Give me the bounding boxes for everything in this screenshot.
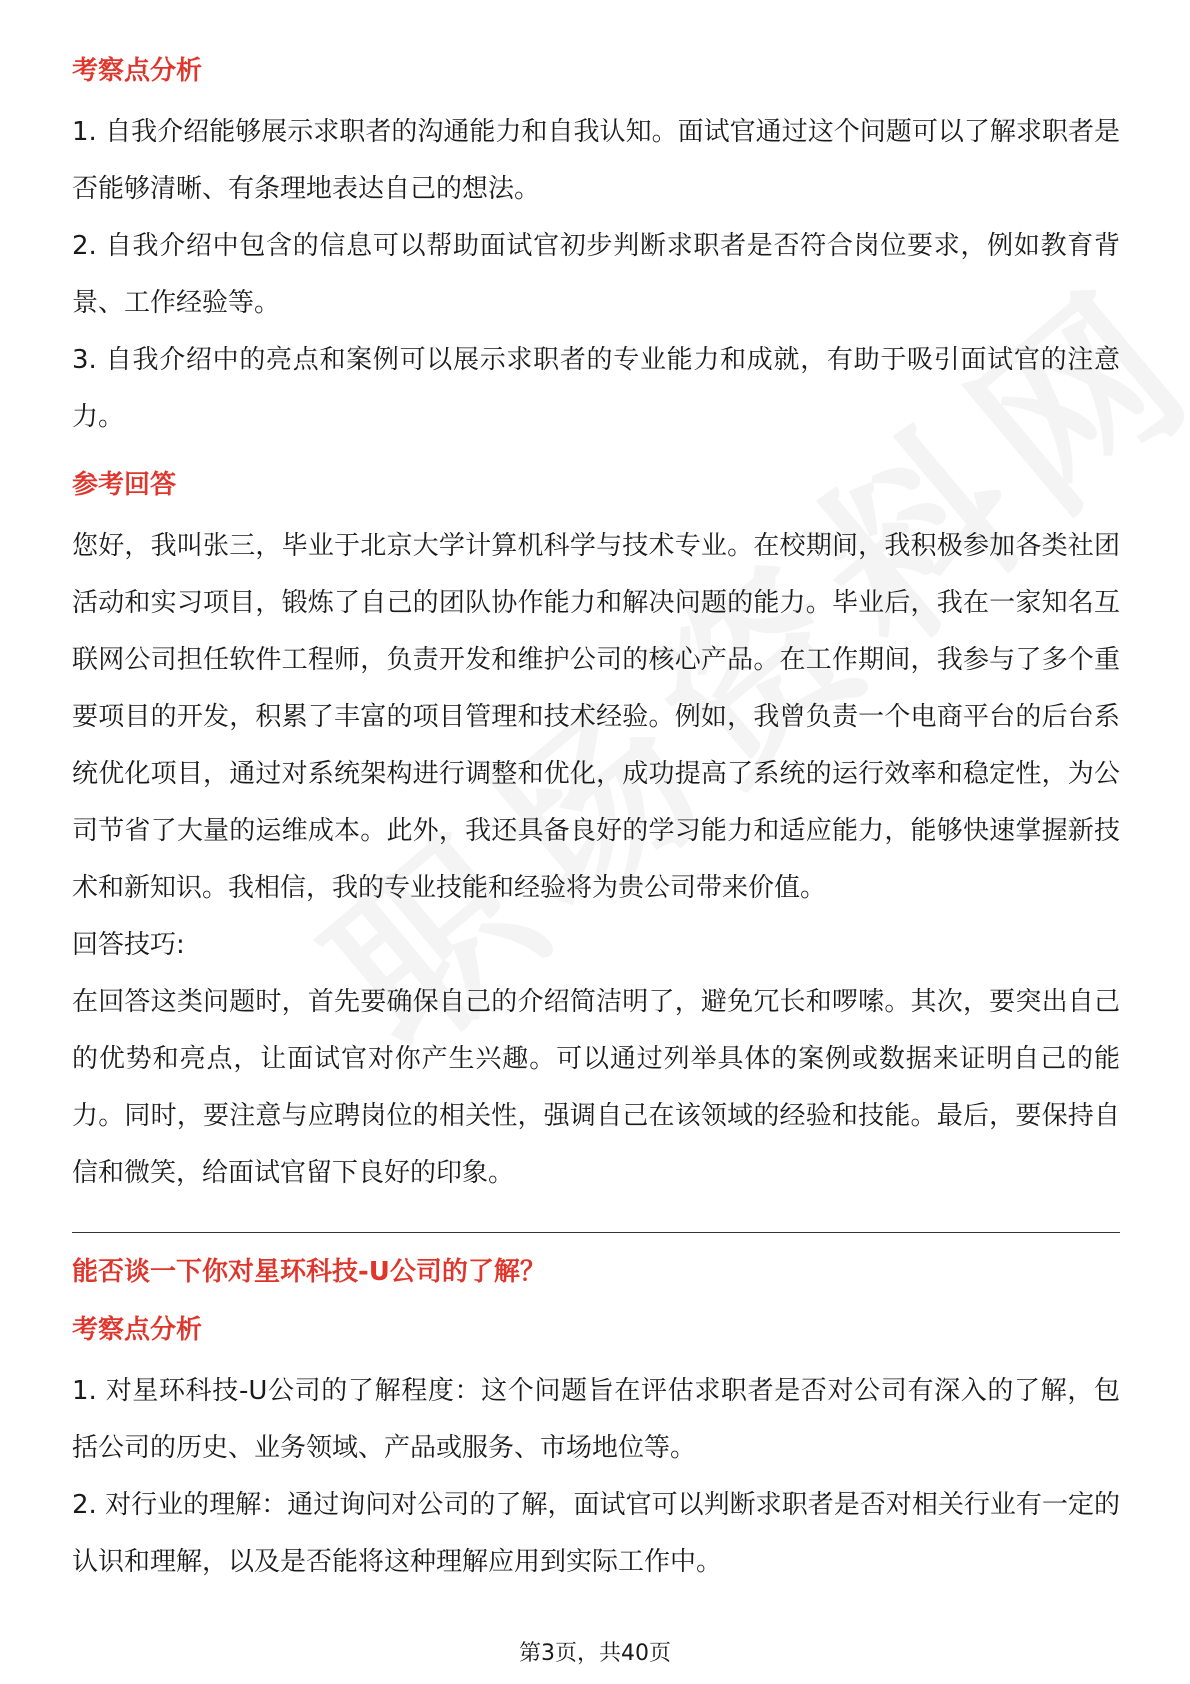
page-number: 第3页，共40页	[519, 1641, 671, 1666]
analysis-point: 1. 自我介绍能够展示求职者的沟通能力和自我认知。面试官通过这个问题可以了解求职者是否能够清晰、有条理地表达自己的想法。	[72, 117, 1120, 204]
analysis-point: 3. 自我介绍中的亮点和案例可以展示求职者的专业能力和成就，有助于吸引面试官的注意力。	[72, 345, 1120, 432]
answer-text: 您好，我叫张三，毕业于北京大学计算机科学与技术专业。在校期间，我积极参加各类社团活动和实习项目，锻炼了自己的团队协作能力和解决问题的能力。毕业后，我在一家知名互联网公司担任软件工程师，负责开发和维护公司的核心产品。在工作期间，我参与了多个重要项目的开发，积累了丰富的项目管理和技术经验。例如，我曾负责一个电商平台的后台系统优化项目，通过对系统架构进行调整和优化，成功提高了系统的运行效率和稳定性，为公司节省了大量的运维成本。此外，我还具备良好的学习能力和适应能力，能够快速掌握新技术和新知识。我相信，我的专业技能和经验将为贵公司带来价值。	[72, 531, 1120, 903]
analysis-heading: 考察点分析	[72, 56, 203, 86]
section-company	[72, 1247, 1120, 1591]
analysis-point: 2. 自我介绍中包含的信息可以帮助面试官初步判断求职者是否符合岗位要求，例如教育背景、工作经验等。	[72, 231, 1120, 318]
question-heading: 能否谈一下你对星环科技-U公司的了解？	[72, 1257, 546, 1287]
section-divider	[72, 1232, 1120, 1233]
analysis-point: 1. 对星环科技-U公司的了解程度：这个问题旨在评估求职者是否对公司有深入的了解，包括公司的历史、业务领域、产品或服务、市场地位等。	[72, 1376, 1120, 1463]
tips-label: 回答技巧:	[72, 930, 185, 960]
analysis-heading: 考察点分析	[72, 1315, 203, 1345]
analysis-point: 2. 对行业的理解：通过询问对公司的了解，面试官可以判断求职者是否对相关行业有一定的认识和理解，以及是否能将这种理解应用到实际工作中。	[72, 1490, 1120, 1577]
tips-text: 在回答这类问题时，首先要确保自己的介绍简洁明了，避免冗长和啰嗦。其次，要突出自己的优势和亮点，让面试官对你产生兴趣。可以通过列举具体的案例或数据来证明自己的能力。同时，要注意与应聘岗位的相关性，强调自己在该领域的经验和技能。最后，要保持自信和微笑，给面试官留下良好的印象。	[72, 987, 1120, 1188]
document-page	[72, 46, 1120, 1591]
section-intro	[72, 46, 1120, 1202]
answer-heading: 参考回答	[72, 470, 177, 500]
